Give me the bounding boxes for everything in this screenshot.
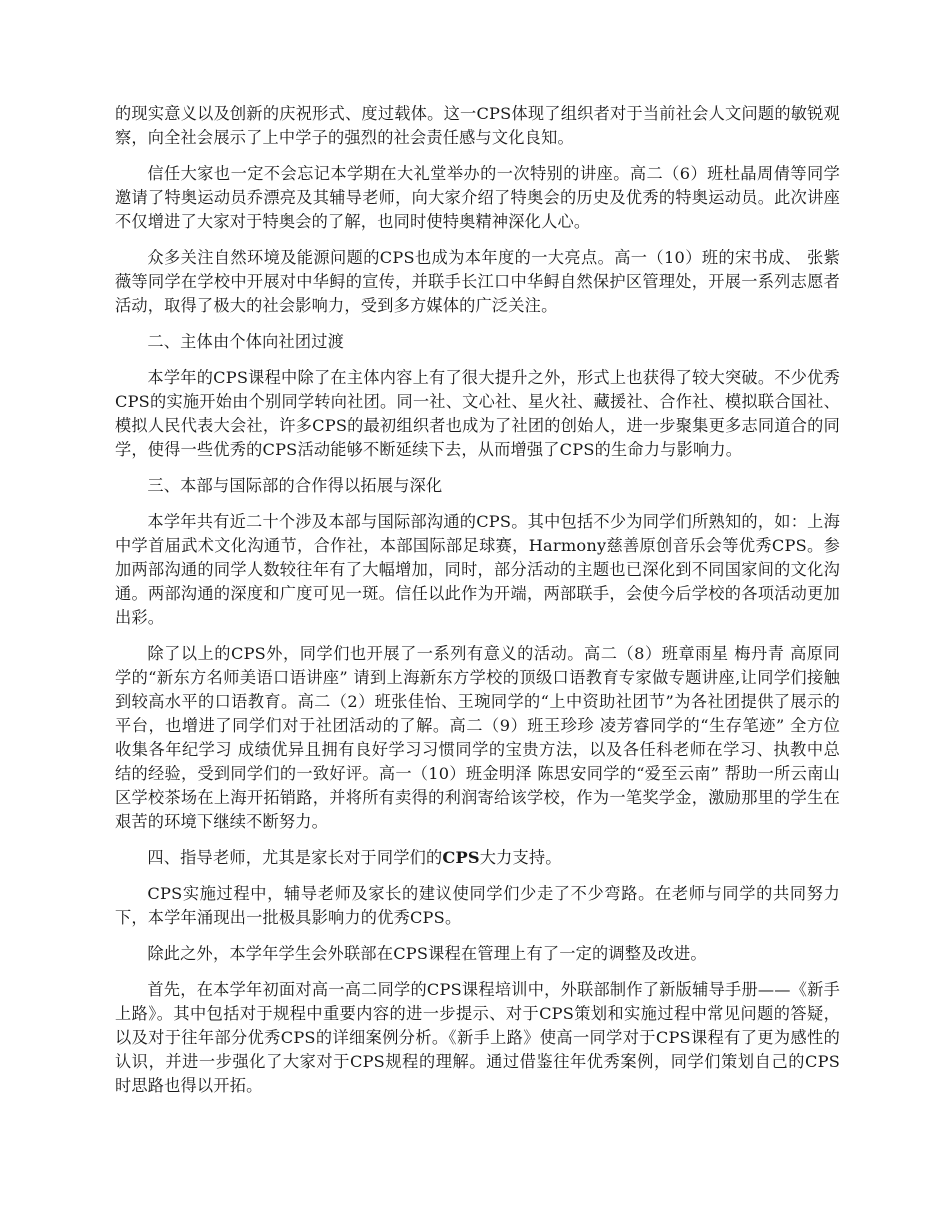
paragraph-4: 本学年的CPS课程中除了在主体内容上有了很大提升之外，形式上也获得了较大突破。不少优秀CPS的实施开始由个别同学转向社团。同一社、文心社、星火社、藏援社、合作社、模拟联合国社、模拟人民代表大会社，许多CPS的最初组织者也成为了社团的创始人，进一步聚集更多志同道合的同学，使得一些优秀的CPS活动能够不断延续下去，从而增强了CPS的生命力与影响力。 [115,368,840,459]
section-heading-4-text-b: 大力支持。 [479,848,562,867]
section-heading-4-bold: CPS [442,848,480,867]
section-heading-2: 二、主体由个体向社团过渡 [147,332,345,351]
section-heading-4 [115,846,840,870]
paragraph-9: 首先，在本学年初面对高一高二同学的CPS课程培训中，外联部制作了新版辅导手册——《新手上路》。其中包括对于规程中重要内容的进一步提示、对于CPS策划和实施过程中常见问题的答疑，以及对于往年部分优秀CPS的详细案例分析。《新手上路》使高一同学对于CPS课程有了更为感性的认识，并进一步强化了大家对于CPS规程的理解。通过借鉴往年优秀案例，同学们策划自己的CPS时思路也得以开拓。 [115,980,840,1095]
paragraph-8: 除此之外，本学年学生会外联部在CPS课程在管理上有了一定的调整及改进。 [147,944,707,963]
section-heading-4-text-a: 四、指导老师，尤其是家长对于同学们的 [147,848,443,867]
paragraph-3: 众多关注自然环境及能源问题的CPS也成为本年度的一大亮点。高一（10）班的宋书成、 张紫薇等同学在学校中开展对中华鲟的宣传，并联手长江口中华鲟自然保护区管理处，开展一系列志愿者活动，取得了极大的社会影响力，受到多方媒体的广泛关注。 [115,248,840,315]
paragraph-1: 的现实意义以及创新的庆祝形式、度过载体。这一CPS体现了组织者对于当前社会人文问题的敏锐观察，向全社会展示了上中学子的强烈的社会责任感与文化良知。 [115,104,840,147]
paragraph-2: 信任大家也一定不会忘记本学期在大礼堂举办的一次特别的讲座。高二（6）班杜晶周倩等同学邀请了特奥运动员乔漂亮及其辅导老师，向大家介绍了特奥会的历史及优秀的特奥运动员。此次讲座不仅增进了大家对于特奥会的了解，也同时使特奥精神深化人心。 [115,164,840,231]
paragraph-5: 本学年共有近二十个涉及本部与国际部沟通的CPS。其中包括不少为同学们所熟知的，如：上海中学首届武术文化沟通节，合作社，本部国际部足球赛，Harmony慈善原创音乐会等优秀CPS。参加两部沟通的同学人数较往年有了大幅增加，同时，部分活动的主题也已深化到不同国家间的文化沟通。两部沟通的深度和广度可见一斑。信任以此作为开端，两部联手，会使今后学校的各项活动更加出彩。 [115,512,840,627]
paragraph-6: 除了以上的CPS外，同学们也开展了一系列有意义的活动。高二（8）班章雨星 梅丹青 高原同学的“新东方名师美语口语讲座” 请到上海新东方学校的顶级口语教育专家做专题讲座,让同学们接触到较高水平的口语教育。高二（2）班张佳怡、王琬同学的“上中资助社团节”为各社团提供了展示的平台，也增进了同学们对于社团活动的了解。高二（9）班王珍珍 凌芳睿同学的“生存笔迹” 全方位收集各年纪学习 成绩优异且拥有良好学习习惯同学的宝贵方法，以及各任科老师在学习、执教中总结的经验，受到同学们的一致好评。高一（10）班金明泽 陈思安同学的“爱至云南” 帮助一所云南山区学校茶场在上海开拓销路，并将所有卖得的利润寄给该学校，作为一笔奖学金，激励那里的学生在艰苦的环境下继续不断努力。 [115,644,840,831]
section-heading-3: 三、本部与国际部的合作得以拓展与深化 [147,476,443,495]
document-body [115,102,840,1110]
paragraph-7: CPS实施过程中，辅导老师及家长的建议使同学们少走了不少弯路。在老师与同学的共同努力下，本学年涌现出一批极具影响力的优秀CPS。 [115,884,840,927]
